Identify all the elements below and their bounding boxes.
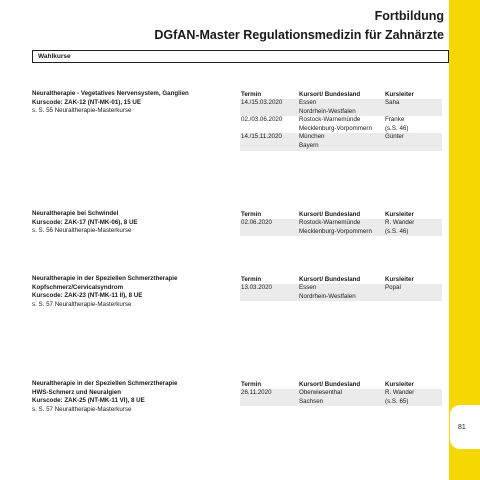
course-description [32,210,232,236]
page-subtitle: DGfAN-Master Regulationsmedizin für Zahnärzte [154,28,444,42]
column-header-termin: Termin [241,381,262,388]
course-reference: s. S. 56 Neuraltherapie-Masterkurse [32,227,132,235]
column-header-termin: Termin [241,211,262,218]
schedule-header-row [240,210,442,219]
cell-kursleiter: (s.S. 65) [385,397,409,405]
cell-termin: 26.11.2020 [241,389,272,396]
course-reference: s. S. 57 Neuraltherapie-Masterkurse [32,405,132,413]
cell-kursleiter: R. Wander [385,219,415,226]
cell-kursleiter [385,108,442,117]
course-description [32,275,232,309]
cell-termin [240,142,299,151]
course-reference: s. S. 55 Neuraltherapie-Masterkurse [32,107,132,115]
schedule-table [240,275,442,301]
cell-kursleiter: R. Wander [385,389,415,396]
schedule-table [240,380,442,406]
table-row [240,293,442,302]
column-header-kursort: Kursort/ Bundesland [299,381,361,388]
column-header-kursort: Kursort/ Bundesland [299,276,361,283]
cell-kursleiter: Popal [385,284,401,291]
schedule-header-row [240,380,442,389]
table-row [240,219,442,228]
cell-kursort: München [299,133,325,141]
cell-kursleiter: Günter [385,133,404,141]
cell-kursleiter: (s.S. 46) [385,227,409,235]
table-row [240,99,442,108]
schedule-table [240,90,442,151]
cell-kursort: Nordrhein-Westfalen [299,107,356,115]
cell-kursort: Oberwiesenthal [299,389,342,396]
cell-kursleiter [385,142,442,151]
column-header-kursort: Kursort/ Bundesland [299,211,361,218]
course-reference: s. S. 57 Neuraltherapie-Masterkurse [32,300,132,308]
column-header-kursort: Kursort/ Bundesland [299,91,361,98]
cell-kursort: Mecklenburg-Vorpommern [299,227,372,235]
course-title: Neuraltherapie in der Speziellen Schmerztherapie [32,380,178,387]
course-title: Neuraltherapie bei Schwindel [32,210,119,217]
cell-termin [240,125,299,134]
cell-termin: 02./03.06.2020 [241,116,283,124]
course-subtitle: HWS-Schmerz und Neuralgien [32,388,122,396]
course-description [32,380,232,414]
wahlkurse-label: Wahlkurse [38,53,71,60]
course-subtitle: Kopfschmerz/Cervicalsyndrom [32,283,124,291]
cell-termin [240,228,299,237]
table-row [240,133,442,142]
table-row [240,116,442,125]
schedule-table [240,210,442,236]
table-row [240,142,442,151]
cell-kursort: Essen [299,284,317,291]
course-code: Kurscode: ZAK-23 (NT-MK-11 II), 8 UE [32,292,143,300]
column-header-kursleiter: Kursleiter [385,211,414,218]
cell-kursleiter [385,293,442,302]
schedule-header-row [240,90,442,99]
cell-termin: 14./15.03.2020 [241,99,283,106]
cell-termin [240,293,299,302]
cell-kursleiter: Saha [385,99,400,106]
column-header-kursleiter: Kursleiter [385,91,414,98]
course-title: Neuraltherapie in der Speziellen Schmerztherapie [32,275,178,282]
column-header-kursleiter: Kursleiter [385,381,414,388]
table-row [240,108,442,117]
cell-kursort: Nordrhein-Westfalen [299,292,356,300]
column-header-kursleiter: Kursleiter [385,276,414,283]
page-number: 81 [458,424,466,431]
course-code: Kurscode: ZAK-25 (NT-MK-11 VI), 8 UE [32,397,145,405]
page-title: Fortbildung [374,9,444,23]
cell-kursort: Rostock-Warnemünde [299,116,361,124]
table-row [240,228,442,237]
cell-termin [240,108,299,117]
cell-termin: 02.06.2020 [241,219,272,226]
cell-kursort: Essen [299,99,317,106]
cell-kursort: Mecklenburg-Vorpommern [299,124,372,132]
course-code: Kurscode: ZAK-17 (NT-MK-06), 8 UE [32,218,138,226]
cell-termin [240,398,299,407]
course-code: Kurscode: ZAK-12 (NT-MK-01), 15 UE [32,98,141,106]
course-title: Neuraltherapie - Vegetatives Nervensystem, Ganglien [32,90,189,97]
table-row [240,389,442,398]
cell-termin: 13.03.2020 [241,284,272,291]
cell-kursort: Sachsen [299,397,324,405]
column-header-termin: Termin [241,91,262,98]
cell-kursort: Bayern [299,141,319,149]
table-row [240,284,442,293]
wahlkurse-label-box [32,50,449,63]
cell-kursort: Rostock-Warnemünde [299,219,361,226]
table-row [240,398,442,407]
cell-kursleiter: Franke [385,116,405,124]
table-row [240,125,442,134]
schedule-header-row [240,275,442,284]
cell-termin: 14./15.11.2020 [241,133,282,141]
column-header-termin: Termin [241,276,262,283]
cell-kursleiter: (s.S. 46) [385,124,409,132]
course-description [32,90,232,116]
